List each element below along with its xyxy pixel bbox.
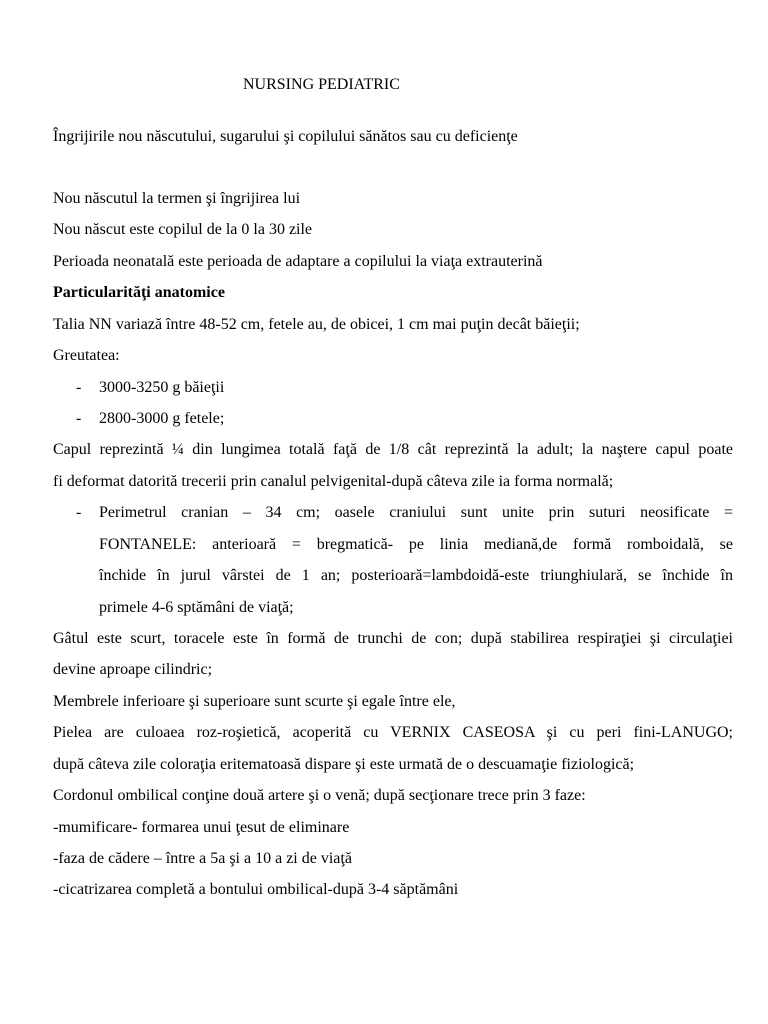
faza-item-1: -mumificare- formarea unui ţesut de eliminare bbox=[53, 819, 350, 836]
perimetrul-line-1: Perimetrul cranian – 34 cm; oasele craniului sunt unite prin suturi neosificate = bbox=[99, 504, 733, 521]
pielea-line-2: după câteva zile coloraţia eritematoasă dispare şi este urmată de o descuamaţie fiziologică; bbox=[53, 756, 635, 773]
talia-paragraph: Talia NN variază între 48-52 cm, fetele au, de obicei, 1 cm mai puţin decât băieţii; bbox=[53, 316, 580, 333]
greutatea-item-boys: 3000-3250 g băieţii bbox=[99, 379, 225, 396]
intro-line-2: Nou născut este copilul de la 0 la 30 zile bbox=[53, 221, 313, 238]
section-heading: Particularităţi anatomice bbox=[53, 284, 225, 301]
gatul-line-2: devine aproape cilindric; bbox=[53, 661, 213, 678]
perimetrul-line-2: FONTANELE: anterioară = bregmatică- pe linia mediană,de formă romboidală, se bbox=[99, 536, 733, 553]
intro-line-1: Nou născutul la termen şi îngrijirea lui bbox=[53, 190, 301, 207]
perimetrul-line-4: primele 4-6 sptămâni de viaţă; bbox=[99, 599, 294, 616]
cordonul-paragraph: Cordonul ombilical conţine două artere şi o venă; după secţionare trece prin 3 faze: bbox=[53, 787, 586, 804]
membrele-paragraph: Membrele inferioare şi superioare sunt scurte şi egale între ele, bbox=[53, 693, 456, 710]
document-subtitle: Îngrijirile nou născutului, sugarului şi copilului sănătos sau cu deficienţe bbox=[53, 128, 518, 145]
faza-item-2: -faza de cădere – între a 5a şi a 10 a zi de viaţă bbox=[53, 850, 352, 867]
bullet-dash: - bbox=[76, 379, 82, 396]
page-title: NURSING PEDIATRIC bbox=[243, 76, 400, 93]
gatul-line-1: Gâtul este scurt, toracele este în formă de trunchi de con; după stabilirea respiraţiei şi circulaţiei bbox=[53, 630, 733, 647]
perimetrul-line-3: închide în jurul vârstei de 1 an; posterioară=lambdoidă-este triunghiulară, se închide în bbox=[99, 567, 733, 584]
intro-line-3: Perioada neonatală este perioada de adaptare a copilului la viaţa extrauterină bbox=[53, 253, 543, 270]
capul-line-1: Capul reprezintă ¼ din lungimea totală faţă de 1/8 cât reprezintă la adult; la naştere capul poate bbox=[53, 441, 733, 458]
greutatea-label: Greutatea: bbox=[53, 347, 120, 364]
capul-line-2: fi deformat datorită trecerii prin canalul pelvigenital-după câteva zile ia forma normală; bbox=[53, 473, 614, 490]
faza-item-3: -cicatrizarea completă a bontului ombilical-după 3-4 săptămâni bbox=[53, 881, 459, 898]
bullet-dash: - bbox=[76, 410, 82, 427]
pielea-line-1: Pielea are culoaea roz-roşietică, acoperită cu VERNIX CASEOSA şi cu peri fini-LANUGO; bbox=[53, 724, 733, 741]
greutatea-item-girls: 2800-3000 g fetele; bbox=[99, 410, 225, 427]
bullet-dash: - bbox=[76, 504, 82, 521]
